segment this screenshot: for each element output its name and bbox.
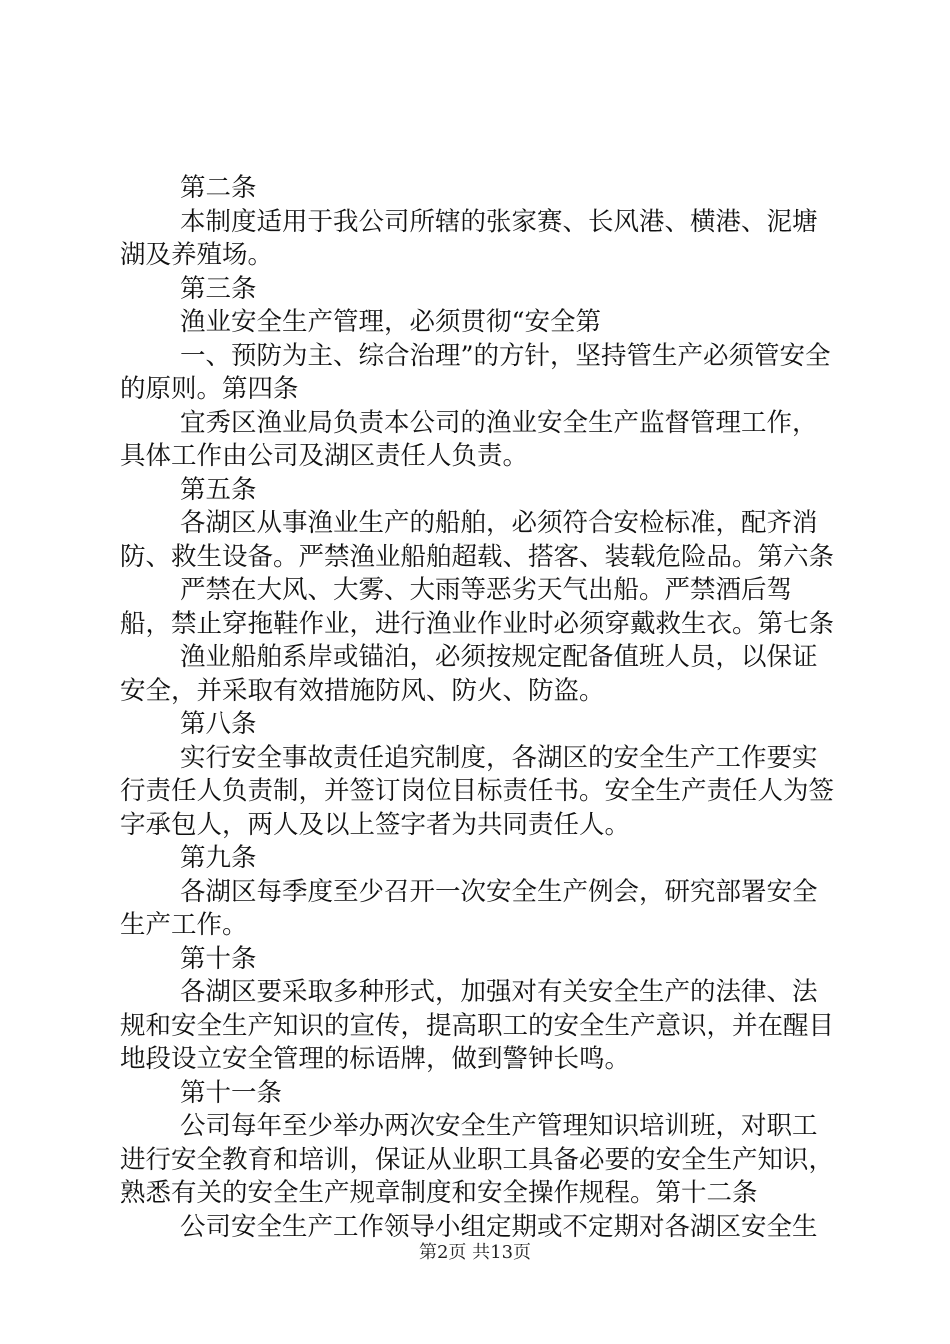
page-number-footer: 第2页 共13页 [418, 1242, 532, 1263]
article-heading: 第三条 [180, 273, 257, 304]
paragraph: 公司安全生产工作领导小组定期或不定期对各湖区安全生 [180, 1211, 818, 1242]
article-heading: 第五条 [180, 474, 257, 505]
article-heading: 第十一条 [180, 1077, 283, 1108]
article-heading: 第十条 [180, 943, 257, 974]
paragraph: 渔业船舶系岸或锚泊，必须按规定配备值班人员，以保证安全，并采取有效措施防风、防火、防盗。 [120, 642, 818, 706]
paragraph: 渔业安全生产管理，必须贯彻“安全第 [180, 307, 602, 337]
article-heading: 第九条 [180, 843, 257, 873]
paragraph: 各湖区要采取多种形式，加强对有关安全生产的法律、法规和安全生产知识的宣传，提高职工的安全生产意识，并在醒目地段设立安全管理的标语牌，做到警钟长鸣。 [120, 977, 835, 1074]
paragraph: 各湖区每季度至少召开一次安全生产例会，研究部署安全生产工作。 [120, 876, 818, 940]
paragraph: 严禁在大风、大雾、大雨等恶劣天气出船。严禁酒后驾船，禁止穿拖鞋作业，进行渔业作业时必须穿戴救生衣。第七条 [120, 575, 835, 639]
paragraph: 各湖区从事渔业生产的船舶，必须符合安检标准，配齐消防、救生设备。严禁渔业船舶超载、搭客、装载危险品。第六条 [120, 508, 835, 572]
article-heading: 第八条 [180, 709, 257, 739]
paragraph: 本制度适用于我公司所辖的张家赛、长风港、横港、泥塘湖及养殖场。 [120, 206, 818, 270]
paragraph: 宜秀区渔业局负责本公司的渔业安全生产监督管理工作，具体工作由公司及湖区责任人负责。 [120, 407, 818, 471]
article-heading: 第二条 [180, 173, 257, 203]
document-body [120, 172, 840, 1244]
paragraph: 一、预防为主、综合治理”的方针，坚持管生产必须管安全的原则。第四条 [120, 340, 831, 404]
paragraph: 实行安全事故责任追究制度，各湖区的安全生产工作要实行责任人负责制，并签订岗位目标责任书。安全生产责任人为签字承包人，两人及以上签字者为共同责任人。 [120, 742, 835, 840]
paragraph: 公司每年至少举办两次安全生产管理知识培训班，对职工进行安全教育和培训，保证从业职工具备必要的安全生产知识，熟悉有关的安全生产规章制度和安全操作规程。第十二条 [120, 1111, 835, 1208]
